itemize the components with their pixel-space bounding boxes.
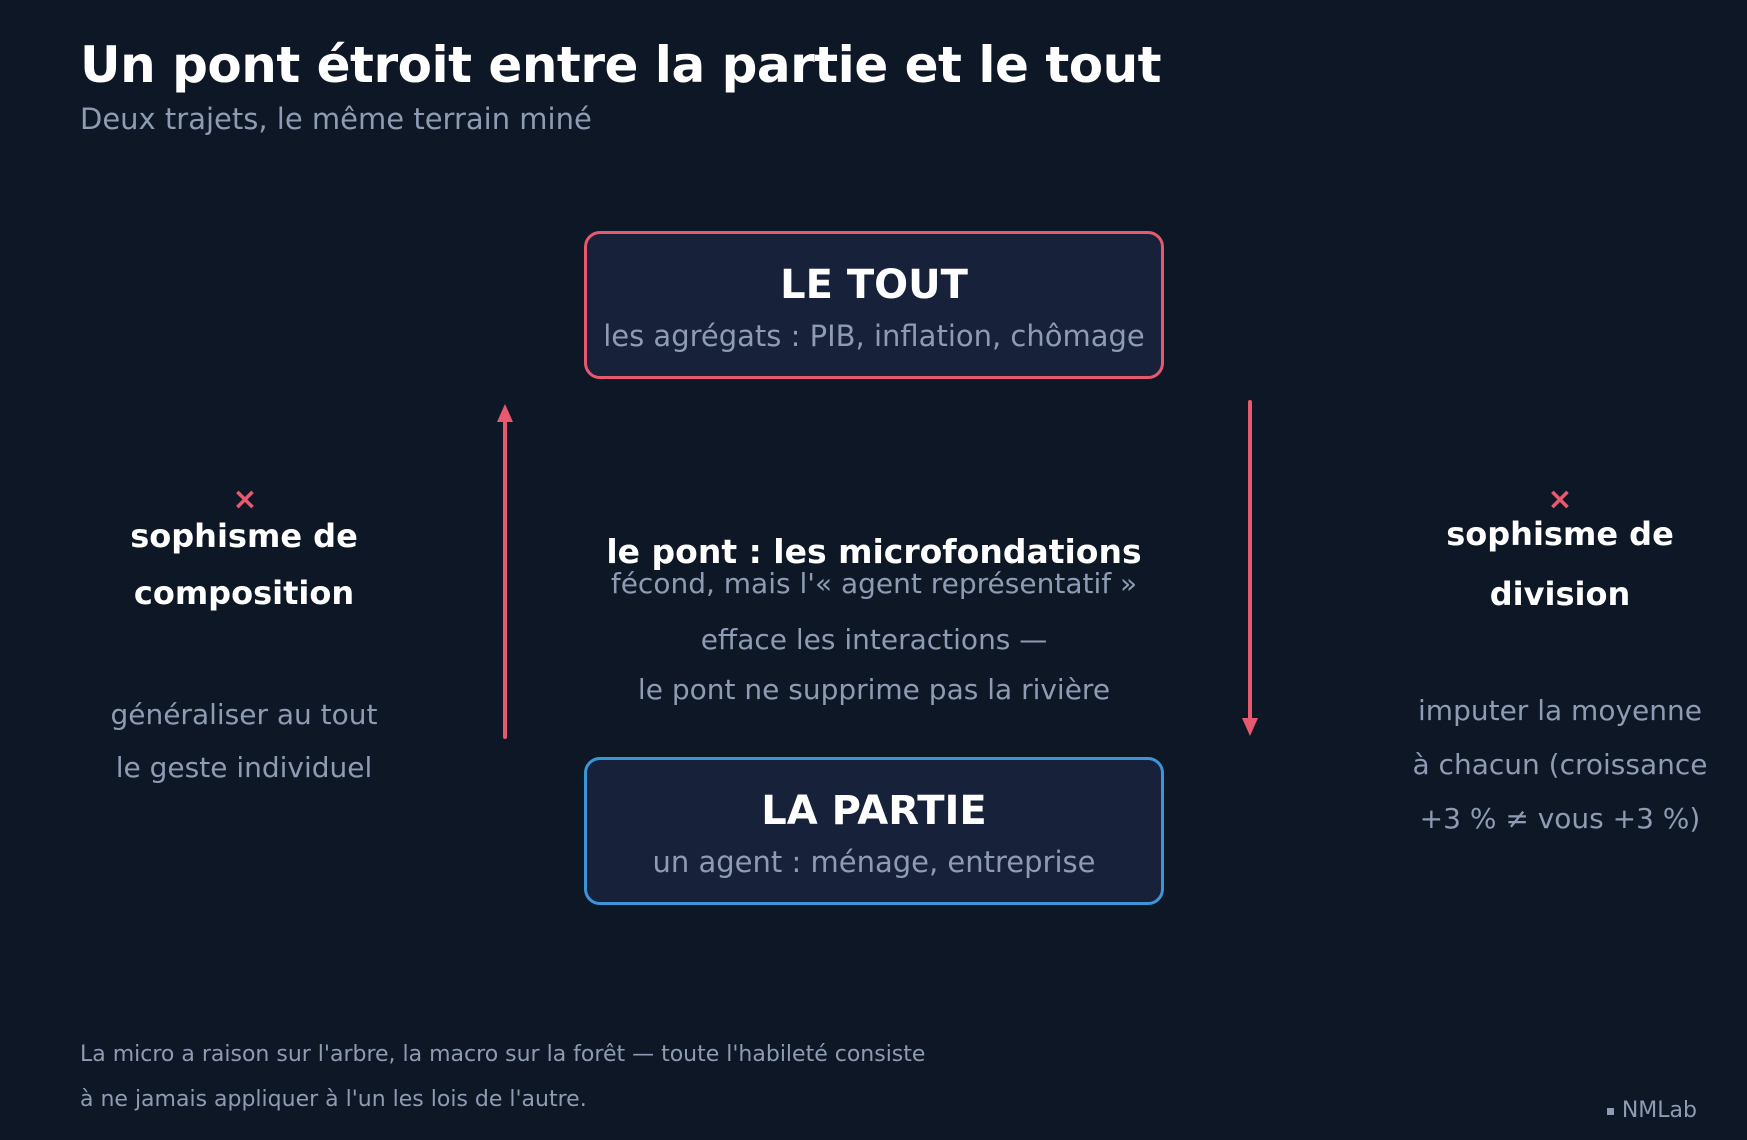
right-fallacy-title-line: division (1489, 575, 1631, 613)
arrow-down-division (1242, 402, 1258, 736)
page-title: Un pont étroit entre la partie et le tout (80, 36, 1162, 94)
bridge-line: efface les interactions — (700, 623, 1048, 656)
left-fallacy-title (74, 508, 414, 622)
left-fallacy-desc-line: généraliser au tout (110, 698, 378, 731)
part-box-subtitle: un agent : ménage, entreprise (652, 845, 1096, 879)
right-fallacy-title-line: sophisme de (1446, 515, 1674, 553)
brand-label (1607, 1098, 1697, 1123)
bullet-icon (1607, 1108, 1614, 1115)
cross-icon: × (232, 482, 258, 517)
whole-box-subtitle: les agrégats : PIB, inflation, chômage (603, 319, 1145, 353)
bridge-line: le pont ne supprime pas la rivière (637, 673, 1111, 706)
arrow-up-composition (497, 404, 513, 737)
cross-icon: × (1547, 482, 1573, 517)
footer-quote-line: à ne jamais appliquer à l'un les lois de l'autre. (80, 1087, 587, 1112)
part-box (584, 757, 1164, 905)
whole-box (584, 231, 1164, 379)
right-fallacy-desc-line: à chacun (croissance (1412, 748, 1708, 781)
left-fallacy-title-line: composition (133, 574, 355, 612)
part-box-title: LA PARTIE (761, 788, 987, 834)
right-fallacy-title (1390, 504, 1730, 624)
whole-box-title: LE TOUT (780, 262, 968, 308)
left-fallacy-desc-line: le geste individuel (115, 751, 373, 784)
bridge-line: fécond, mais l'« agent représentatif » (610, 567, 1138, 600)
footer-quote-line: La micro a raison sur l'arbre, la macro sur la forêt — toute l'habileté consiste (80, 1042, 926, 1067)
left-fallacy-description (74, 688, 414, 794)
right-fallacy-desc-line: imputer la moyenne (1418, 694, 1702, 727)
right-fallacy-desc-line: +3 % ≠ vous +3 %) (1419, 802, 1701, 835)
bridge-title: le pont : les microfondations (606, 532, 1142, 571)
page-subtitle: Deux trajets, le même terrain miné (80, 102, 592, 136)
brand-name: NMLab (1621, 1098, 1697, 1123)
right-fallacy-description (1390, 684, 1730, 846)
left-fallacy-title-line: sophisme de (130, 517, 358, 555)
